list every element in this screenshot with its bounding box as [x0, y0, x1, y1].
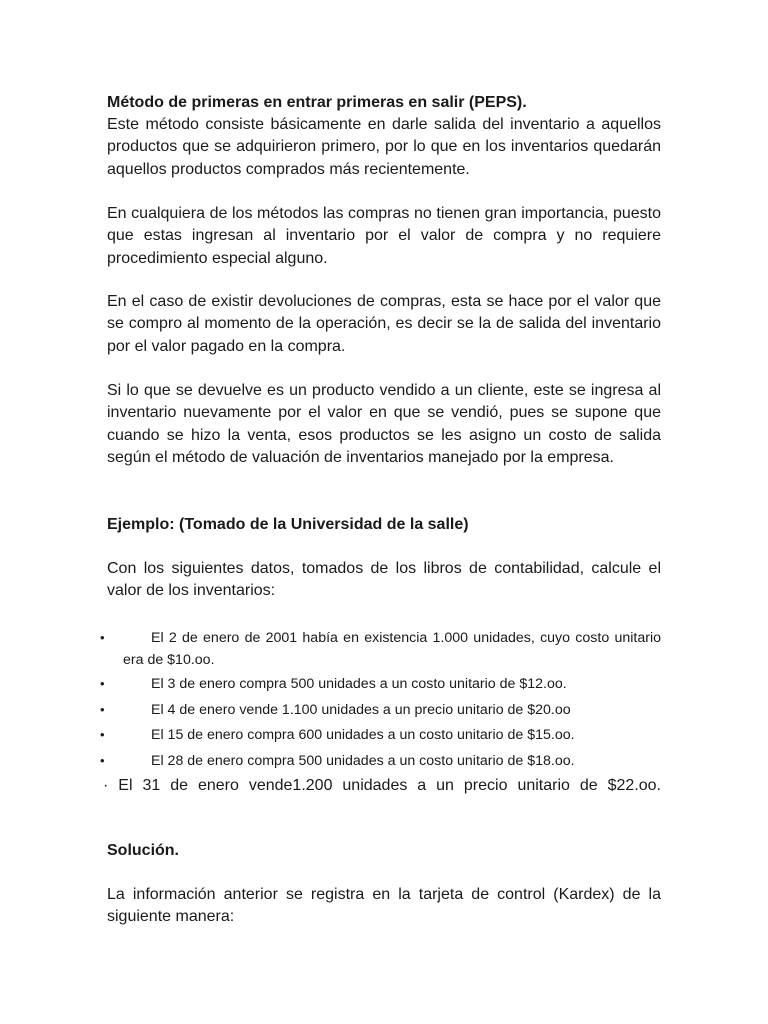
- paragraph-sales-returns: Si lo que se devuelve es un producto vendido a un cliente, este se ingresa al inventario nuevamente por el valor en que se vendió, pues se supone que cuando se hizo la venta, esos productos se les asigno un costo de salida según el método de valuación de inventarios manejado por la empresa.: [107, 382, 661, 466]
- bullet-icon: •: [100, 727, 105, 742]
- list-item-text: El 3 de enero compra 500 unidades a un costo unitario de $12.oo.: [151, 676, 567, 692]
- list-item-text: El 2 de enero de 2001 había en existencia 1.000 unidades, cuyo costo unitario era de $10.oo.: [123, 630, 661, 668]
- section-title-peps: Método de primeras en entrar primeras en salir (PEPS).: [107, 94, 527, 111]
- list-item-text: El 15 de enero compra 600 unidades a un costo unitario de $15.oo.: [151, 727, 575, 743]
- bullet-icon: •: [100, 630, 105, 645]
- paragraph-purchases: En cualquiera de los métodos las compras no tienen gran importancia, puesto que estas ingresan al inventario por el valor de compra y no requiere procedimiento especial alguno.: [107, 205, 661, 267]
- list-item-text: El 28 de enero compra 500 unidades a un costo unitario de $18.oo.: [151, 753, 575, 769]
- paragraph-purchase-returns: En el caso de existir devoluciones de compras, esta se hace por el valor que se compro al momento de la operación, es decir se la de salida del inventario por el valor pagado en la compra.: [107, 293, 661, 355]
- bullet-icon: •: [100, 676, 105, 691]
- example-intro: Con los siguientes datos, tomados de los libros de contabilidad, calcule el valor de los inventarios:: [107, 560, 661, 600]
- solution-text: La información anterior se registra en la tarjeta de control (Kardex) de la siguiente manera:: [107, 886, 661, 926]
- paragraph-peps-definition: Este método consiste básicamente en darle salida del inventario a aquellos productos que se adquirieron primero, por lo que en los inventarios quedarán aquellos productos comprados más recientemente.: [107, 116, 661, 178]
- bullet-icon: •: [100, 702, 105, 717]
- list-item-last-sale: · El 31 de enero vende1.200 unidades a un precio unitario de $22.oo.: [103, 777, 661, 794]
- bullet-icon: •: [100, 753, 105, 768]
- example-title: Ejemplo: (Tomado de la Universidad de la salle): [107, 516, 469, 533]
- solution-title: Solución.: [107, 842, 179, 859]
- list-item-text: El 4 de enero vende 1.100 unidades a un precio unitario de $20.oo: [151, 702, 571, 718]
